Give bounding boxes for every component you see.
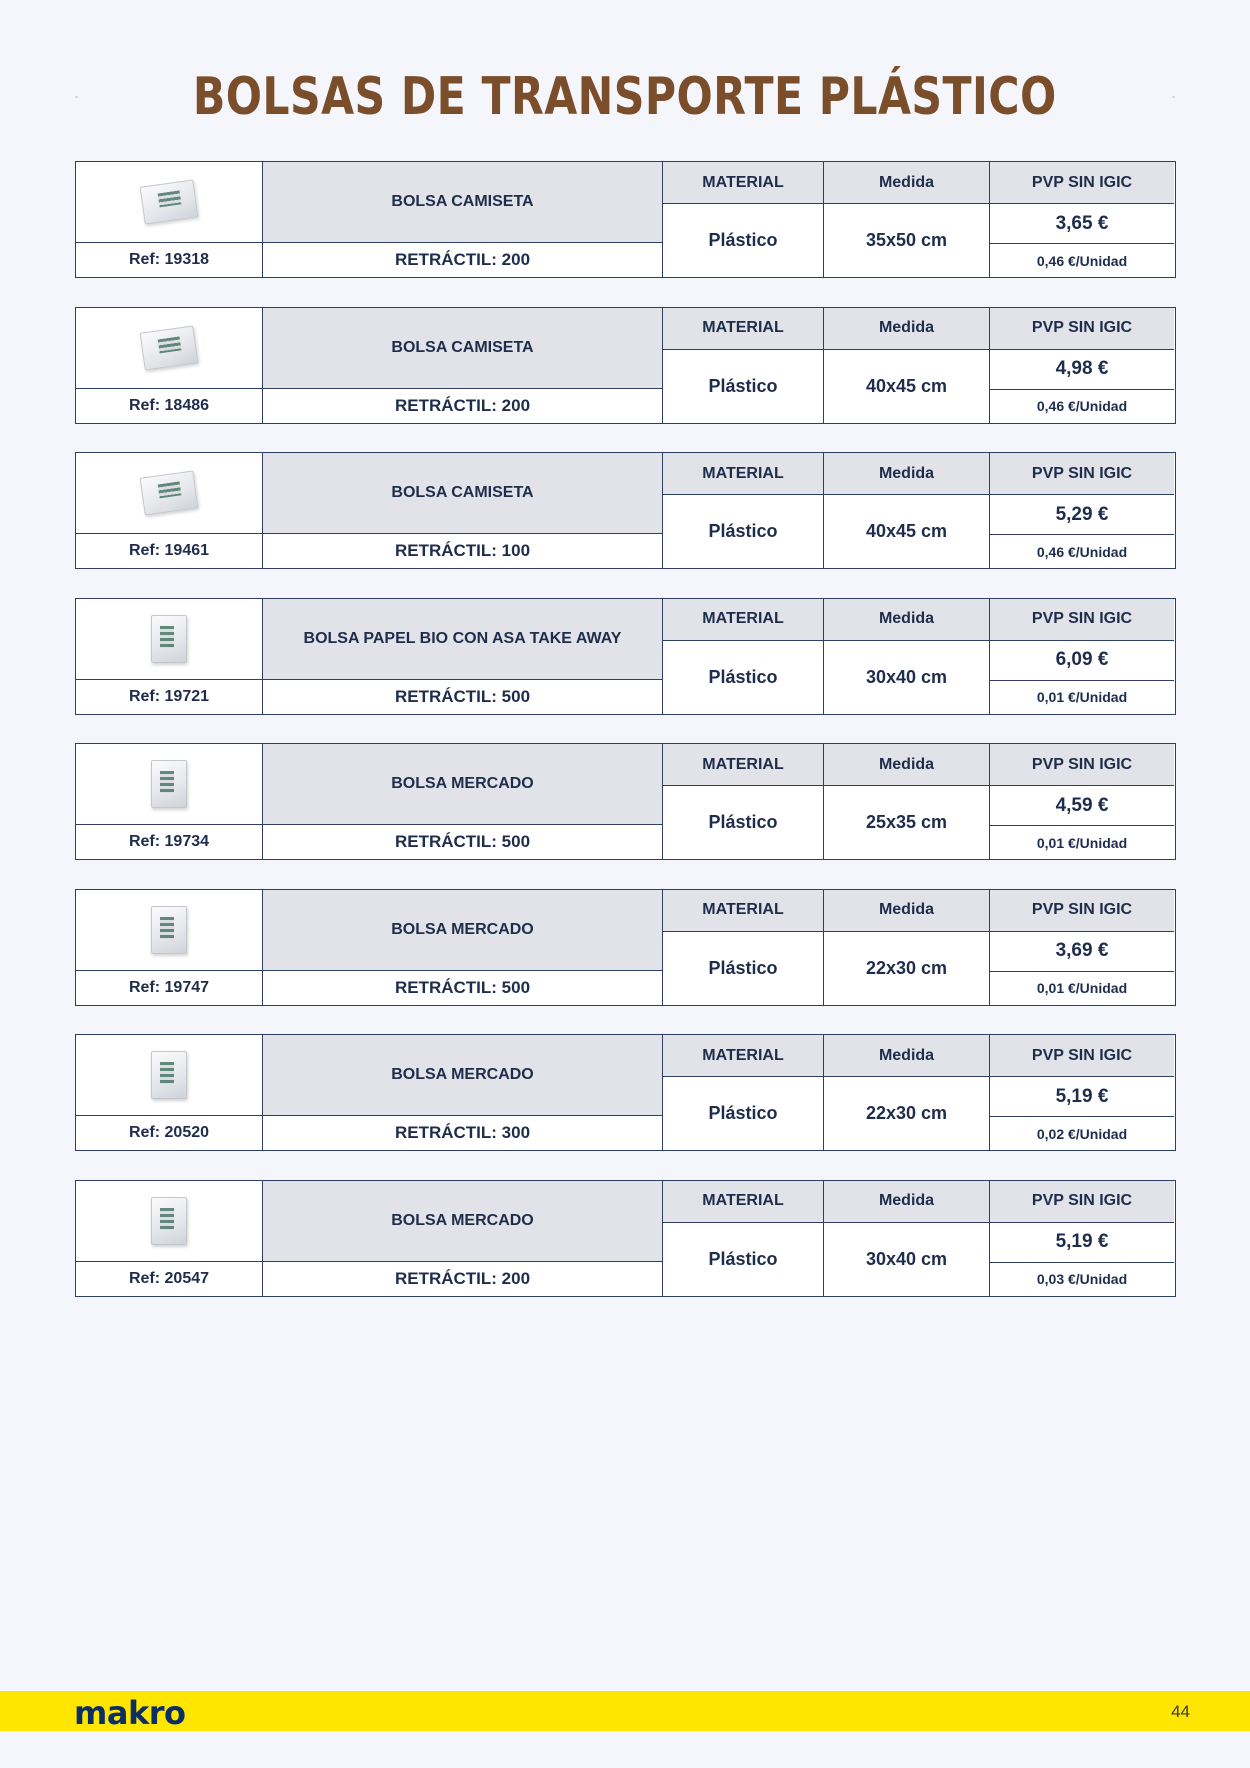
product-retractil: RETRÁCTIL: 500: [263, 971, 663, 1005]
product-retractil: RETRÁCTIL: 500: [263, 825, 663, 859]
header-pvp: PVP SIN IGIC: [990, 744, 1174, 786]
product-medida: 40x45 cm: [824, 495, 990, 568]
product-ref: Ref: 18486: [76, 389, 263, 423]
header-pvp: PVP SIN IGIC: [990, 1181, 1174, 1223]
product-medida: 22x30 cm: [824, 1077, 990, 1150]
header-material: MATERIAL: [663, 599, 824, 641]
bag-pack-picture: [151, 615, 187, 663]
product-medida: 30x40 cm: [824, 641, 990, 714]
product-unit-price: 0,03 €/Unidad: [1036, 1271, 1128, 1287]
product-medida: 25x35 cm: [824, 786, 990, 859]
product-retractil: RETRÁCTIL: 200: [263, 243, 663, 277]
product-material: Plástico: [663, 1223, 824, 1296]
header-material: MATERIAL: [663, 308, 824, 350]
product-price: 4,59 €: [990, 786, 1174, 826]
product-material: Plástico: [663, 204, 824, 277]
product-ref: Ref: 20547: [76, 1262, 263, 1296]
product-image: [76, 1035, 263, 1116]
product-retractil: RETRÁCTIL: 200: [263, 1262, 663, 1296]
product-unit-price: 0,02 €/Unidad: [1036, 1125, 1128, 1142]
header-medida: Medida: [824, 744, 990, 786]
header-material: MATERIAL: [663, 453, 824, 495]
bag-pack-picture: [151, 906, 187, 954]
product-table: [75, 161, 1176, 278]
page-title: BOLSAS DE TRANSPORTE PLÁSTICO: [193, 67, 1057, 127]
makro-logo: makro: [74, 1694, 186, 1732]
product-table: [75, 889, 1176, 1006]
product-name: BOLSA PAPEL BIO CON ASA TAKE AWAY: [263, 599, 663, 680]
product-price: 5,29 €: [990, 495, 1174, 535]
product-table: [75, 307, 1176, 424]
product-image: [76, 890, 263, 971]
page-number: 44: [1171, 1702, 1190, 1721]
header-pvp: PVP SIN IGIC: [990, 1035, 1174, 1077]
product-ref: Ref: 19721: [76, 680, 263, 714]
product-medida: 35x50 cm: [824, 204, 990, 277]
product-price: 4,98 €: [990, 350, 1174, 390]
bag-pack-picture: [151, 1051, 187, 1099]
product-medida: 30x40 cm: [824, 1223, 990, 1296]
header-medida: Medida: [824, 453, 990, 495]
product-name: BOLSA MERCADO: [263, 890, 663, 971]
product-name: BOLSA MERCADO: [263, 1035, 663, 1116]
header-pvp: PVP SIN IGIC: [990, 308, 1174, 350]
product-material: Plástico: [663, 495, 824, 568]
header-material: MATERIAL: [663, 1035, 824, 1077]
product-image: [76, 453, 263, 534]
product-price: 3,69 €: [990, 932, 1174, 972]
product-name: BOLSA CAMISETA: [263, 308, 663, 389]
product-material: Plástico: [663, 932, 824, 1005]
product-image: [76, 162, 263, 243]
product-unit-price: 0,01 €/Unidad: [1036, 689, 1128, 705]
product-table: [75, 743, 1176, 860]
product-retractil: RETRÁCTIL: 200: [263, 389, 663, 423]
bag-pack-picture: [140, 179, 199, 224]
product-ref: Ref: 19318: [76, 243, 263, 277]
bag-pack-picture: [140, 325, 199, 370]
product-image: [76, 744, 263, 825]
product-ref: Ref: 19734: [76, 825, 263, 859]
product-price: 5,19 €: [990, 1077, 1174, 1117]
header-material: MATERIAL: [663, 890, 824, 932]
product-material: Plástico: [663, 350, 824, 423]
bag-pack-picture: [140, 470, 199, 515]
header-pvp: PVP SIN IGIC: [990, 890, 1174, 932]
product-material: Plástico: [663, 641, 824, 714]
header-medida: Medida: [824, 1035, 990, 1077]
product-price: 5,19 €: [990, 1223, 1174, 1263]
product-table: [75, 452, 1176, 569]
product-image: [76, 308, 263, 389]
product-unit-price: 0,01 €/Unidad: [1036, 980, 1128, 996]
product-retractil: RETRÁCTIL: 500: [263, 680, 663, 714]
header-medida: Medida: [824, 890, 990, 932]
header-medida: Medida: [824, 308, 990, 350]
header-pvp: PVP SIN IGIC: [990, 453, 1174, 495]
header-material: MATERIAL: [663, 744, 824, 786]
product-table: [75, 598, 1176, 715]
product-material: Plástico: [663, 786, 824, 859]
product-image: [76, 599, 263, 680]
product-medida: 22x30 cm: [824, 932, 990, 1005]
product-price: 6,09 €: [990, 641, 1174, 681]
product-retractil: RETRÁCTIL: 300: [263, 1116, 663, 1150]
header-medida: Medida: [824, 162, 990, 204]
product-name: BOLSA CAMISETA: [263, 453, 663, 534]
product-ref: Ref: 20520: [76, 1116, 263, 1150]
product-material: Plástico: [663, 1077, 824, 1150]
header-material: MATERIAL: [663, 162, 824, 204]
title-bar: [75, 62, 1175, 132]
bag-pack-picture: [151, 1197, 187, 1245]
product-unit-price: 0,46 €/Unidad: [1036, 543, 1128, 560]
bag-pack-picture: [151, 760, 187, 808]
header-medida: Medida: [824, 599, 990, 641]
header-medida: Medida: [824, 1181, 990, 1223]
product-medida: 40x45 cm: [824, 350, 990, 423]
product-unit-price: 0,46 €/Unidad: [1036, 398, 1128, 414]
product-ref: Ref: 19461: [76, 534, 263, 568]
product-name: BOLSA MERCADO: [263, 744, 663, 825]
product-list: [75, 161, 1176, 1325]
product-table: [75, 1034, 1176, 1151]
product-table: [75, 1180, 1176, 1297]
product-ref: Ref: 19747: [76, 971, 263, 1005]
header-pvp: PVP SIN IGIC: [990, 162, 1174, 204]
product-name: BOLSA MERCADO: [263, 1181, 663, 1262]
product-unit-price: 0,01 €/Unidad: [1036, 834, 1128, 851]
footer-bar: [0, 1691, 1250, 1731]
header-material: MATERIAL: [663, 1181, 824, 1223]
product-price: 3,65 €: [990, 204, 1174, 244]
product-name: BOLSA CAMISETA: [263, 162, 663, 243]
product-image: [76, 1181, 263, 1262]
product-unit-price: 0,46 €/Unidad: [1036, 252, 1128, 269]
title-rule-left: [75, 96, 78, 98]
title-rule-right: [1172, 96, 1175, 98]
header-pvp: PVP SIN IGIC: [990, 599, 1174, 641]
product-retractil: RETRÁCTIL: 100: [263, 534, 663, 568]
